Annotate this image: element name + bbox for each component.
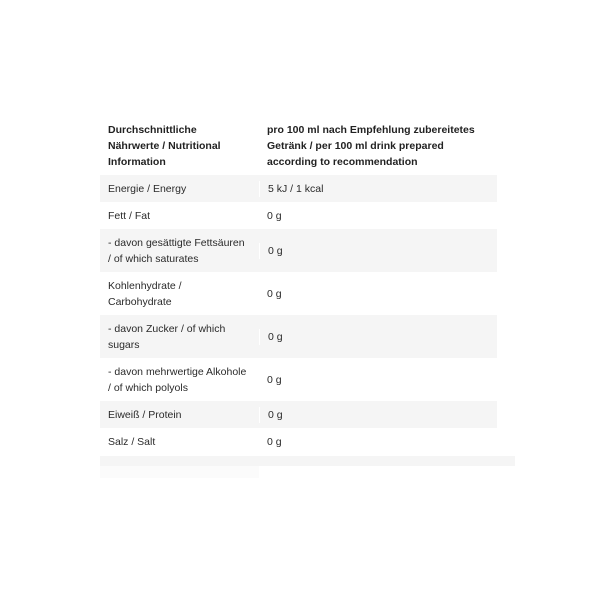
row-label: - davon Zucker / of which sugars — [108, 322, 226, 351]
row-value: 0 g — [259, 329, 497, 345]
row-label: Energie / Energy — [108, 182, 187, 195]
nutrition-table — [100, 117, 497, 455]
header-nutrition-label: Durchschnittliche Nährwerte / Nutritional Information — [108, 124, 221, 168]
row-value: 5 kJ / 1 kcal — [259, 181, 497, 197]
table-row-fat — [100, 202, 497, 229]
row-label: Kohlenhydrate / Carbohydrate — [108, 279, 182, 308]
table-row-saturates — [100, 229, 497, 272]
table-footer-band-lower — [100, 466, 259, 478]
row-label: - davon mehrwertige Alkohole / of which polyols — [108, 365, 247, 394]
row-value: 0 g — [259, 407, 497, 423]
row-value: 0 g — [267, 373, 282, 386]
table-row-sugars — [100, 315, 497, 358]
row-label: Fett / Fat — [108, 209, 151, 222]
table-footer-band — [100, 456, 515, 466]
table-row-carbohydrate — [100, 272, 497, 315]
row-label: Eiweiß / Protein — [108, 408, 182, 421]
table-header-row — [100, 117, 497, 175]
header-per-100ml-label: pro 100 ml nach Empfehlung zubereitetes Getränk / per 100 ml drink prepared according to recommendation — [267, 124, 475, 168]
row-label: - davon gesättigte Fettsäuren / of which saturates — [108, 236, 245, 265]
row-value: 0 g — [259, 243, 497, 259]
row-label: Salz / Salt — [108, 435, 156, 448]
row-value: 0 g — [267, 209, 282, 222]
row-value: 0 g — [267, 435, 282, 448]
table-row-energy — [100, 175, 497, 202]
table-row-protein — [100, 401, 497, 428]
row-value: 0 g — [267, 287, 282, 300]
table-row-salt — [100, 428, 497, 455]
table-row-polyols — [100, 358, 497, 401]
